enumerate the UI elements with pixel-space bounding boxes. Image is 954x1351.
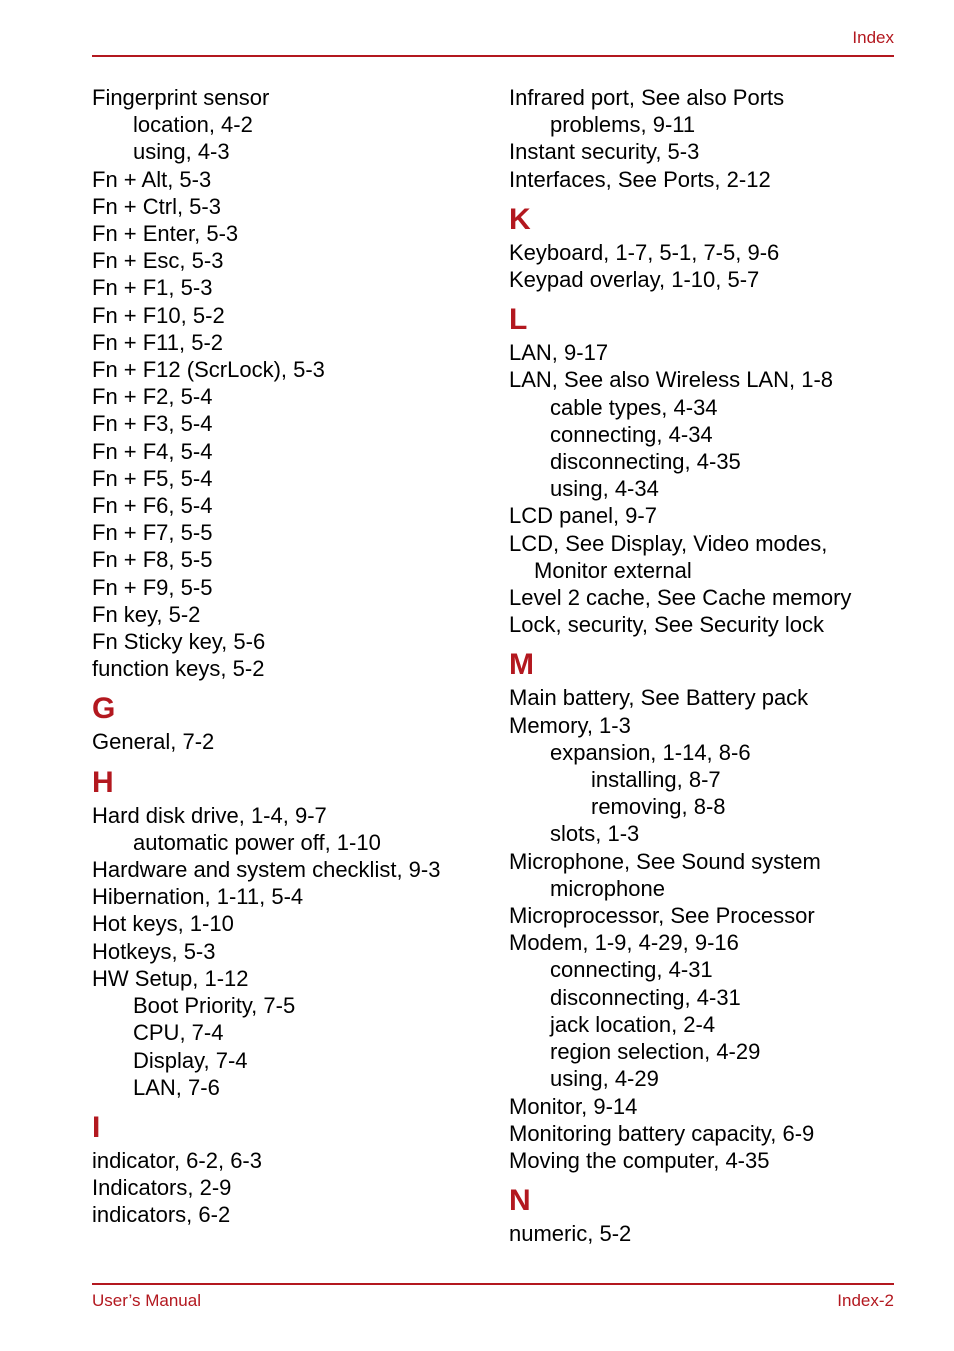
index-column-right xyxy=(509,84,909,1247)
index-subentry: LAN, 7-6 xyxy=(133,1074,220,1100)
index-entry: Fn + F6, 5-4 xyxy=(92,493,213,519)
index-entry: Memory, 1-3 xyxy=(509,712,631,738)
index-entry: Hard disk drive, 1-4, 9-7 xyxy=(92,802,327,828)
index-subentry: problems, 9-11 xyxy=(550,112,696,138)
index-entry: Fn + F1, 5-3 xyxy=(92,275,213,301)
header-section-label: Index xyxy=(852,28,894,47)
index-entry: numeric, 5-2 xyxy=(509,1221,632,1247)
index-entry: Infrared port, See also Ports xyxy=(509,85,785,110)
index-subentry: Monitor external xyxy=(534,557,692,583)
index-subentry: automatic power off, 1-10 xyxy=(133,829,381,855)
footer-page-number: Index-2 xyxy=(837,1291,894,1310)
index-letter-heading: N xyxy=(509,1184,531,1218)
index-entry: Lock, security, See Security lock xyxy=(509,612,825,638)
index-letter-heading: M xyxy=(509,648,534,682)
index-entry: Fn + F12 (ScrLock), 5-3 xyxy=(92,357,325,383)
index-entry: Fn + F11, 5-2 xyxy=(92,329,224,355)
index-letter-heading: I xyxy=(92,1110,101,1144)
index-entry: Hibernation, 1-11, 5-4 xyxy=(92,884,304,910)
index-entry: Fingerprint sensor xyxy=(92,85,270,110)
index-subentry: connecting, 4-31 xyxy=(550,957,713,983)
index-entry: General, 7-2 xyxy=(92,729,215,755)
index-entry: indicators, 6-2 xyxy=(92,1202,231,1228)
index-entry: Fn + F7, 5-5 xyxy=(92,520,213,546)
index-entry: Fn + F2, 5-4 xyxy=(92,384,213,410)
index-entry: Monitoring battery capacity, 6-9 xyxy=(509,1120,815,1146)
footer-manual-title: User’s Manual xyxy=(92,1291,201,1310)
index-entry: Keyboard, 1-7, 5-1, 7-5, 9-6 xyxy=(509,239,780,265)
index-subentry: microphone xyxy=(550,875,665,901)
index-letter-heading: K xyxy=(509,202,531,236)
index-entry: Keypad overlay, 1-10, 5-7 xyxy=(509,267,760,293)
index-letter-heading: H xyxy=(92,765,114,799)
index-entry: Fn + Enter, 5-3 xyxy=(92,221,239,247)
index-entry: Fn + F3, 5-4 xyxy=(92,411,213,437)
index-subentry: Display, 7-4 xyxy=(133,1047,248,1073)
index-subentry: using, 4-29 xyxy=(550,1066,659,1092)
index-subentry: disconnecting, 4-31 xyxy=(550,984,741,1010)
index-subentry: jack location, 2-4 xyxy=(550,1011,716,1037)
index-subentry: Boot Priority, 7-5 xyxy=(133,993,296,1019)
index-entry: Fn key, 5-2 xyxy=(92,601,201,627)
index-entry: Fn + Alt, 5-3 xyxy=(92,166,212,192)
index-subentry: installing, 8-7 xyxy=(591,767,721,793)
index-entry: Level 2 cache, See Cache memory xyxy=(509,585,852,611)
index-letter-heading: G xyxy=(92,692,116,726)
index-entry: Fn Sticky key, 5-6 xyxy=(92,629,266,655)
index-subentry: using, 4-34 xyxy=(550,476,659,502)
index-subentry: expansion, 1-14, 8-6 xyxy=(550,739,751,765)
index-entry: Microphone, See Sound system xyxy=(509,848,821,874)
index-entry: Fn + Esc, 5-3 xyxy=(92,248,224,274)
index-entry: Hardware and system checklist, 9-3 xyxy=(92,857,441,883)
index-entry: Monitor, 9-14 xyxy=(509,1093,638,1119)
index-column-left xyxy=(92,84,492,1229)
index-subentry: cable types, 4-34 xyxy=(550,394,718,420)
index-entry: Fn + F5, 5-4 xyxy=(92,465,213,491)
index-entry: Modem, 1-9, 4-29, 9-16 xyxy=(509,930,739,956)
index-entry: Fn + F10, 5-2 xyxy=(92,302,225,328)
index-subentry: CPU, 7-4 xyxy=(133,1020,224,1046)
index-subentry: slots, 1-3 xyxy=(550,821,640,847)
index-subentry: location, 4-2 xyxy=(133,112,253,138)
index-entry: Fn + F4, 5-4 xyxy=(92,438,213,464)
index-entry: LCD panel, 9-7 xyxy=(509,503,657,529)
index-entry: Fn + F9, 5-5 xyxy=(92,574,213,600)
header-rule xyxy=(92,55,894,57)
footer-rule xyxy=(92,1283,894,1285)
index-entry: Moving the computer, 4-35 xyxy=(509,1147,770,1173)
index-entry: Hotkeys, 5-3 xyxy=(92,938,216,964)
index-entry: Fn + Ctrl, 5-3 xyxy=(92,193,221,219)
index-entry: LAN, See also Wireless LAN, 1-8 xyxy=(509,367,834,393)
index-subentry: removing, 8-8 xyxy=(591,794,726,820)
index-entry: LAN, 9-17 xyxy=(509,340,609,366)
index-subentry: disconnecting, 4-35 xyxy=(550,449,741,475)
index-entry: Indicators, 2-9 xyxy=(92,1175,232,1201)
index-entry: Fn + F8, 5-5 xyxy=(92,547,213,573)
index-entry: Microprocessor, See Processor xyxy=(509,903,815,929)
index-subentry: region selection, 4-29 xyxy=(550,1039,761,1065)
index-entry: HW Setup, 1-12 xyxy=(92,965,249,991)
index-entry: Main battery, See Battery pack xyxy=(509,685,809,711)
index-entry: LCD, See Display, Video modes, xyxy=(509,530,828,556)
index-entry: Instant security, 5-3 xyxy=(509,139,700,165)
index-entry: Hot keys, 1-10 xyxy=(92,911,234,937)
index-subentry: connecting, 4-34 xyxy=(550,421,713,447)
index-subentry: using, 4-3 xyxy=(133,139,230,165)
index-letter-heading: L xyxy=(509,303,528,337)
index-entry: indicator, 6-2, 6-3 xyxy=(92,1147,262,1173)
index-entry: function keys, 5-2 xyxy=(92,656,265,682)
index-entry: Interfaces, See Ports, 2-12 xyxy=(509,166,771,192)
